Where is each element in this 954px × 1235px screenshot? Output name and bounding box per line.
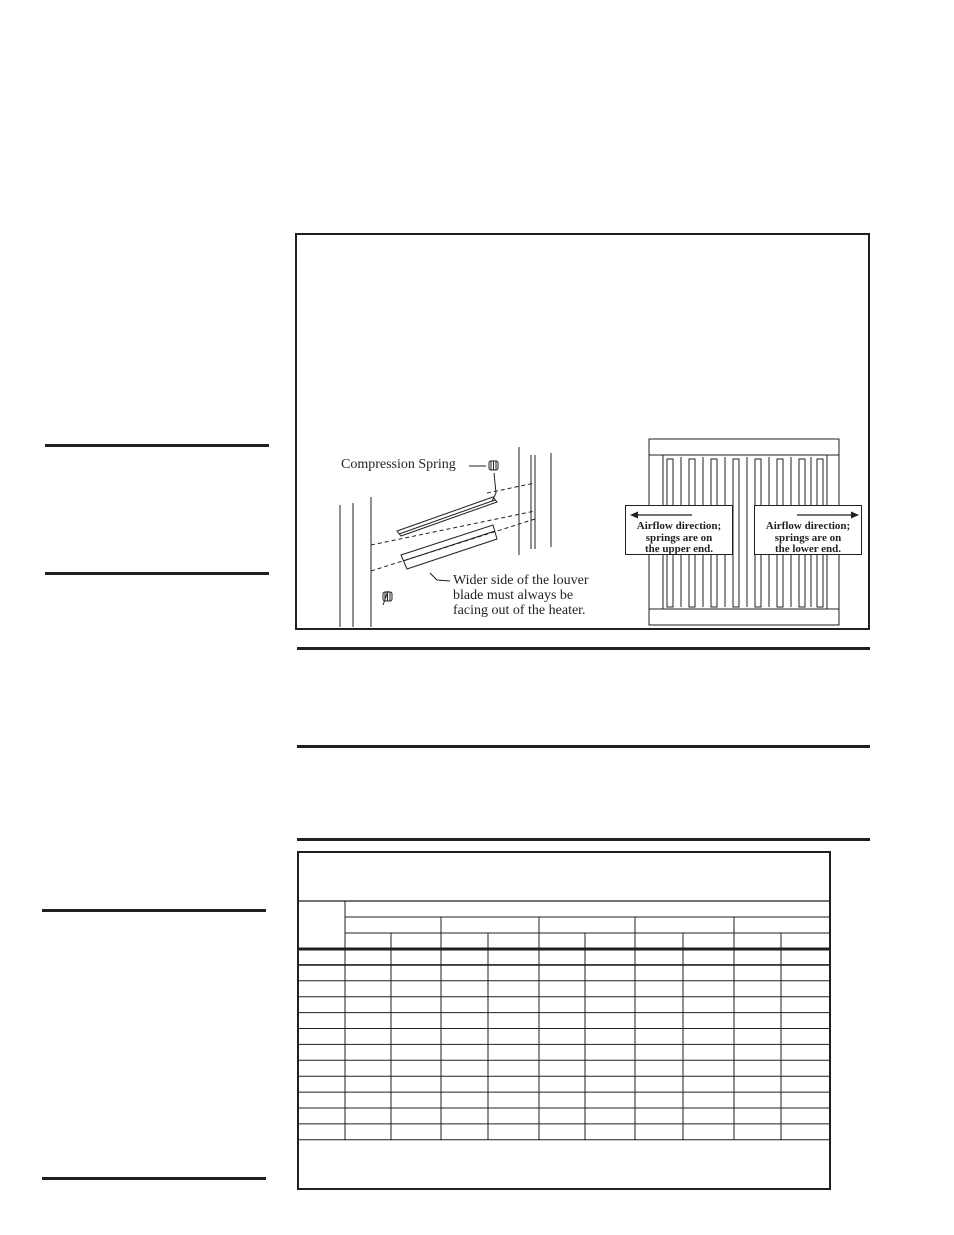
compression-spring-label: Compression Spring — [341, 457, 456, 472]
left-rule-2 — [45, 572, 269, 575]
main-rule-1 — [297, 647, 870, 650]
data-table — [297, 851, 831, 1190]
left-rule-1 — [45, 444, 269, 447]
table-grid — [299, 853, 833, 1192]
airflow-callout-left-text: Airflow direction; springs are on the upper end. — [636, 520, 722, 555]
airflow-callout-left — [625, 505, 733, 555]
main-rule-3 — [297, 838, 870, 841]
airflow-callout-right-text: Airflow direction; springs are on the lower end. — [765, 520, 851, 555]
left-rule-4 — [42, 1177, 266, 1180]
louver-orientation-note: Wider side of the louver blade must always be facing out of the heater. — [453, 573, 589, 618]
main-rule-2 — [297, 745, 870, 748]
louver-figure — [295, 233, 870, 630]
airflow-callout-right — [754, 505, 862, 555]
left-rule-3 — [42, 909, 266, 912]
